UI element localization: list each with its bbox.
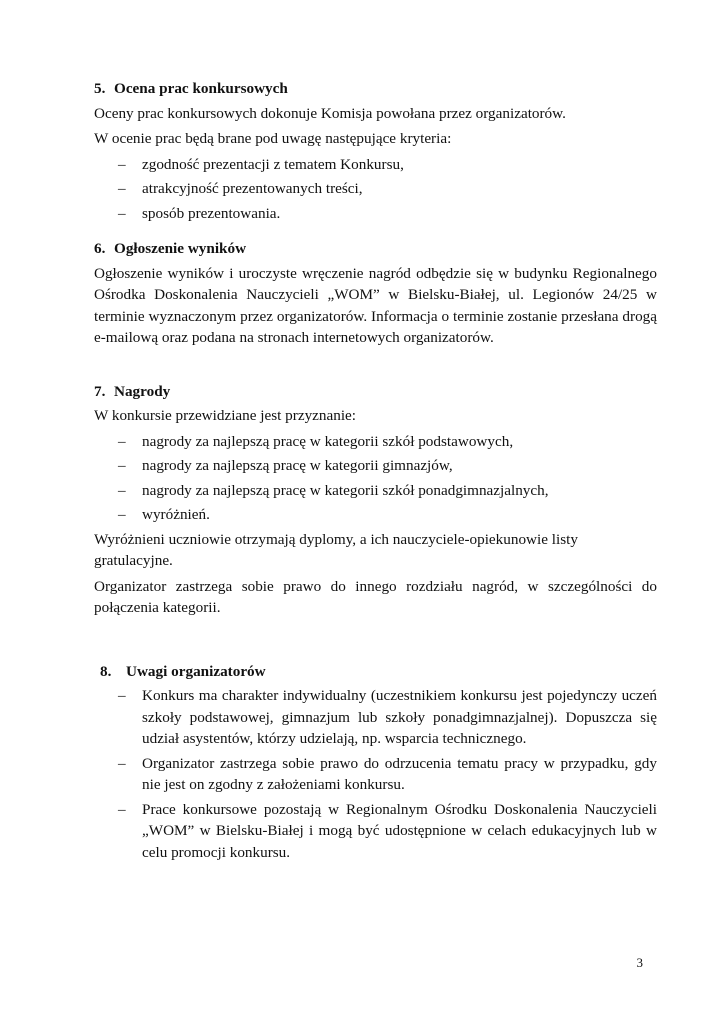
list-item-text: nagrody za najlepszą pracę w kategorii szkół ponadgimnazjalnych, [142,481,549,499]
paragraph: Wyróżnieni uczniowie otrzymają dyplomy, a ich nauczyciele-opiekunowie listy gratulacyjne. [94,530,578,569]
document-page [94,78,657,866]
section-title: Uwagi organizatorów [126,662,266,680]
list-item [94,685,657,750]
list-item-text: atrakcyjność prezentowanych treści, [142,180,363,197]
list-item-text: nagrody za najlepszą pracę w kategorii gimnazjów, [142,457,453,474]
paragraph: W konkursie przewidziane jest przyznanie: [94,407,357,424]
criteria-list [94,154,657,225]
list-item [94,753,657,796]
list-item-text: nagrody za najlepszą pracę w kategorii szkół podstawowych, [142,432,514,450]
dash-bullet: – [118,204,126,222]
list-item-text: Konkurs ma charakter indywidualny (uczestnikiem konkursu jest pojedynczy uczeń szkoły podstawowej, gimnazjum lub szkoły ponadgimnazjalnej). Dopuszcza się udział asystentów, którzy udzielają, np. wsparcia technicznego. [142,687,657,747]
section-number: 5. [94,80,106,97]
section-title: Ogłoszenie wyników [114,240,247,257]
list-item [94,178,657,200]
dash-bullet: – [118,481,126,499]
section-title: Nagrody [114,382,171,400]
dash-bullet: – [118,155,126,173]
notes-list [94,685,657,863]
dash-bullet: – [118,754,126,772]
section-number: 7. [94,382,106,400]
paragraph: Organizator zastrzega sobie prawo do innego rozdziału nagród, w szczególności do połączenia kategorii. [94,577,657,616]
list-item-text: sposób prezentowania. [142,204,281,222]
section-heading [94,78,657,100]
dash-bullet: – [118,506,126,523]
list-item [94,480,657,502]
dash-bullet: – [118,687,126,704]
list-item [94,455,657,477]
section-organizer-notes [94,661,657,864]
section-title: Ocena prac konkursowych [114,80,288,97]
list-item [94,799,657,864]
section-number: 6. [94,240,106,257]
list-item-text: zgodność prezentacji z tematem Konkursu, [142,155,404,173]
section-heading [94,661,657,683]
section-heading [94,238,657,260]
paragraph: Ogłoszenie wyników i uroczyste wręczenie nagród odbędzie się w budynku Regionalnego Ośrodka Doskonalenia Nauczycieli „WOM” w Bielsku-Białej, ul. Legionów 24/25 w terminie wyznaczonym przez organizatorów. Informacja o terminie zostanie przesłana drogą e-mailową oraz podana na stronach internetowych organizatorów. [94,264,657,346]
section-results [94,238,657,349]
list-item-text: wyróżnień. [142,506,210,523]
page-number: 3 [636,955,643,970]
list-item [94,203,657,225]
list-item [94,504,657,526]
dash-bullet: – [118,432,126,450]
section-heading [94,381,657,403]
dash-bullet: – [118,800,126,818]
list-item-text: Prace konkursowe pozostają w Regionalnym Ośrodku Doskonalenia Nauczycieli „WOM” w Bielsku-Białej i mogą być udostępnione w celach edukacyjnych lub w celu promocji konkursu. [142,800,657,861]
paragraph: W ocenie prac będą brane pod uwagę następujące kryteria: [94,130,452,147]
paragraph: Oceny prac konkursowych dokonuje Komisja powołana przez organizatorów. [94,104,566,122]
dash-bullet: – [118,457,126,474]
list-item [94,431,657,453]
list-item-text: Organizator zastrzega sobie prawo do odrzucenia tematu pracy w przypadku, gdy nie jest on zgodny z założeniami konkursu. [142,754,657,793]
list-item [94,154,657,176]
section-evaluation [94,78,657,224]
section-number: 8. [100,662,112,680]
prizes-list [94,431,657,526]
dash-bullet: – [118,180,126,197]
section-prizes [94,381,657,619]
